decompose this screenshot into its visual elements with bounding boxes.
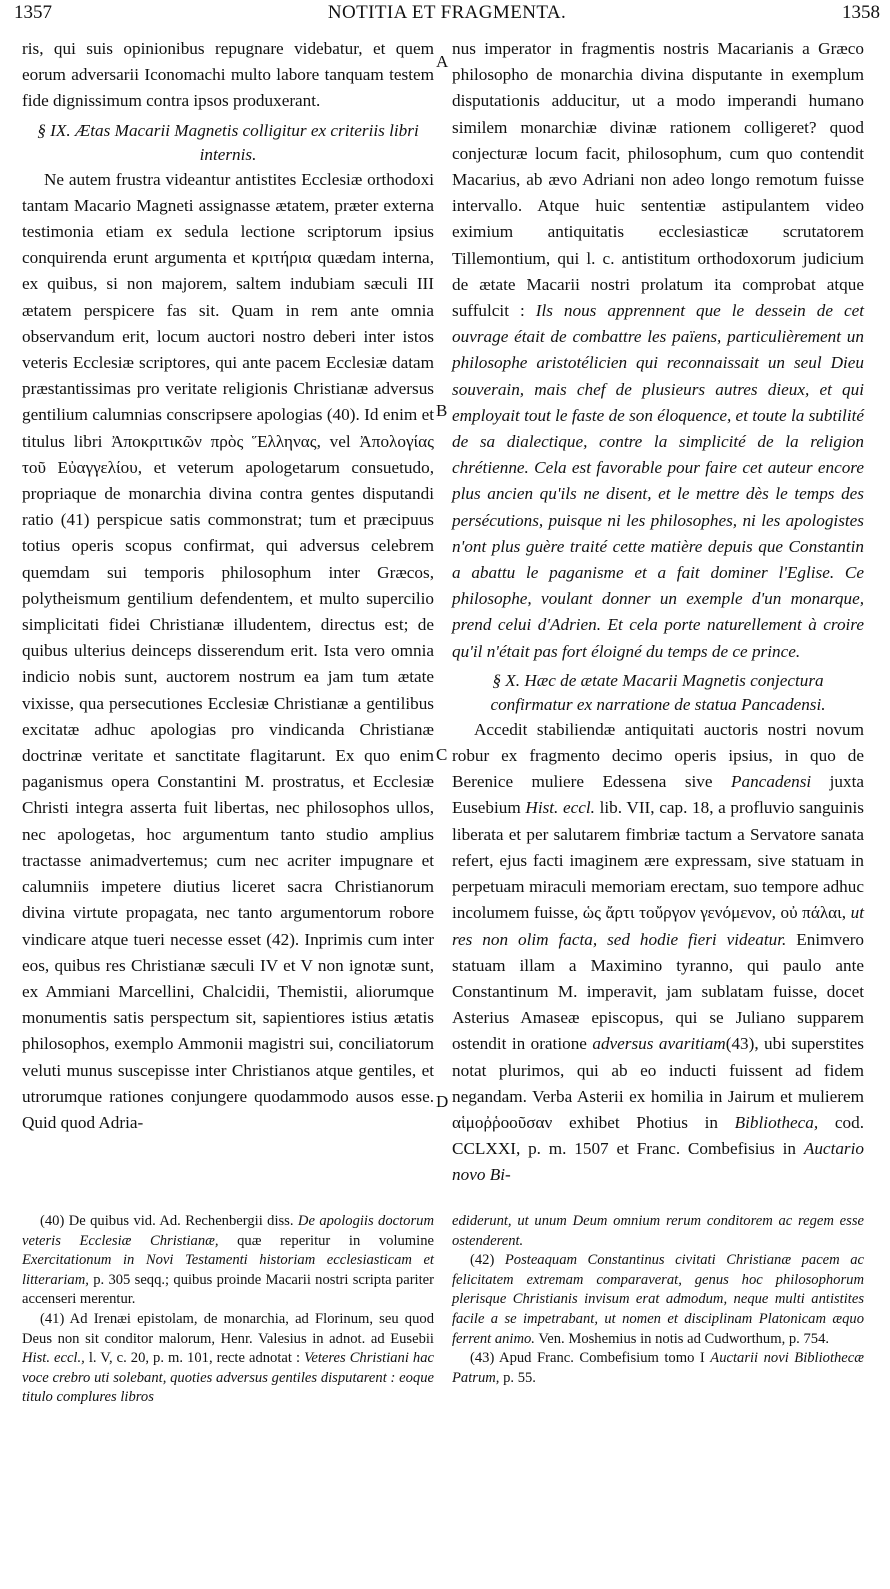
right-column bbox=[452, 36, 864, 1189]
footnotes-right bbox=[452, 1212, 864, 1388]
left-column bbox=[22, 36, 434, 1136]
paragraph: nus imperator in fragmentis nostris Macarianis a Græco philosopho de monarchia divina disputante in exemplum disputationis adducitur, ut a modo imperandi humano similem monarchiæ divinæ rationem colligeret? quod conjecturæ locum facit, philosophum, cum quo contendit Macarius, ab ævo Adriani non adeo longo remotum fuisse intervallo. Atque huic sententiæ astipulantem video eximium antiquitatis ecclesiasticæ scrutatorem Tillemontium, qui l. c. antistitum orthodoxorum judicium de ætate Macarii nostri prolatum ita comprobat atque suffulcit : Ils nous apprennent que le dessein de cet ouvrage était de combattre les païens, particulièrement un philosophe aristotélicien qui reconnaissait un seul Dieu souverain, mais chef de plusieurs autres dieux, et qui employait tout le faste de son éloquence, et toute la subtilité de sa dialectique, contre la simplicité de la religion chrétienne. Cela est favorable pour faire cet auteur encore plus ancien qu'ils ne disent, et le mettre dès le temps des persécutions, puisque ni les philosophes, ni les apologistes n'ont plus guère traité cette matière depuis que Constantin a abattu le paganisme et a fait dominer l'Eglise. Ce philosophe, voulant donner un exemple d'un monarque, prend celui d'Adrien. Et cela porte naturellement à croire qu'il n'était pas fort éloigné du temps de ce prince. bbox=[452, 39, 864, 661]
paragraph: ris, qui suis opinionibus repugnare videbatur, et quem eorum adversarii Iconomachi multo labore tanquam testem fide dignissimum contra ipsos produxerant. bbox=[22, 39, 434, 111]
margin-marker-a: A bbox=[436, 52, 449, 71]
french-quotation: Ils nous apprennent que le dessein de cet ouvrage était de combattre les païens, particulièrement un philosophe aristotélicien qui reconnaissait un seul Dieu souverain, mais chef de plusieurs autres dieux, et qui employait tout le faste de son éloquence, et toute la subtilité de sa dialectique, contre la simplicité de la religion chrétienne. Cela est favorable pour faire cet auteur encore plus ancien qu'ils ne disent, et le mettre dès le temps des persécutions, puisque ni les philosophes, ni les apologistes n'ont plus guère traité cette matière depuis que Constantin a abattu le paganisme et a fait dominer l'Eglise. Ce philosophe, voulant donner un exemple d'un monarque, prend celui d'Adrien. Et cela porte naturellement à croire qu'il n'était pas fort éloigné du temps de ce prince. bbox=[452, 301, 864, 661]
footnote-42: (42) Posteaquam Constantinus civitati Christianæ pacem ac felicitatem extremam comparaverat, genus hoc philosophorum plerisque Christianis invisum erat admodum, neque multi antistites facile a se impetrabant, ut nomen et disciplinam Platonicam æquo ferrent animo. Ven. Moshemius in notis ad Cudworthum, p. 754. bbox=[452, 1252, 864, 1347]
footnotes-left bbox=[22, 1212, 434, 1408]
running-title: NOTITIA ET FRAGMENTA. bbox=[327, 2, 567, 23]
margin-marker-b: B bbox=[436, 401, 448, 420]
margin-marker-d: D bbox=[436, 1092, 449, 1111]
paragraph: Ne autem frustra videantur antistites Ecclesiæ orthodoxi tantam Macario Magneti assignasse ætatem, præter externa testimonia etiam ex sedula lectione scriptorum ipsius conquirenda erunt argumenta et κριτήρια quædam interna, ex quibus, si non majorem, saltem indubiam sæculi III ætatem perspicere fas sit. Quam in rem ante omnia observandum erit, locum auctori nostro deberi inter istos veteris Ecclesiæ scriptores, qui ante pacem Ecclesiæ datam præstantissimas pro veritate religionis Christianæ adversus gentilium calumnias conscripsere apologias (40). Id enim et titulus libri Ἀποκριτικῶν πρὸς Ἕλληνας, vel Ἀπολογίας τοῦ Εὐαγγελίου, et veterum apologetarum consuetudo, propriaque de monarchia divina contra gentes disputandi ratio (41) perspicue satis commonstrat; tum et præcipuus totius operis scopus confirmat, qui adversus celebrem quemdam sui temporis philosophum inter Græcos, polytheismum gentilium defendentem, et multo supercilio simplicitati fidei Christianæ illudentem, directus est; de quibus ulterius deinceps disserendum erit. Ista vero omnia indicio nobis sunt, auctorem nostrum ea jam tum ætate vixisse, qua persecutiones Ecclesiæ Christianæ a gentilibus excitatæ adhuc apologias pro vindicanda Christianæ doctrinæ veritate et sanctitate flagitarunt. Ex quo enim paganismus opera Constantini M. prostratus, et Ecclesiæ Christi integra asserta fuit libertas, nec philosophos ullos, nec apologetas, hoc argumentum tanto studio amplius tractasse animadvertemus; cum nec acriter impugnare et calumniis impetere diutius liceret sacra Christianorum divina virtute propagata, nec tanto argumentorum robore vindicare atque tueri necesse esset (42). Inprimis cum inter eos, quibus res Christianæ sæculi IV et V non ignotæ sunt, ex Ammiani Marcellini, Chalcidii, Themistii, aliorumque monumentis satis perspectum sit, sapientiores istius ætatis philosophos, exemplo Ammonii magistri sui, conciliatorum veluti munus suscepisse inter Christianos atque gentiles, et utrorumque rationes conjungere quodammodo ausos esse. Quid quod Adria- bbox=[22, 169, 434, 1132]
running-header bbox=[14, 2, 880, 28]
footnote-41: (41) Ad Irenæi epistolam, de monarchia, ad Florinum, seu quod Deus non sit conditor malorum, Henr. Valesius in adnot. ad Eusebii Hist. eccl., l. V, c. 20, p. m. 101, recte adnotat : Veteres Christiani hac voce crebro uti solebant, quoties adversus gentiles disputarent : eoque titulo complures libros bbox=[22, 1310, 434, 1406]
section-heading-x: § X. Hæc de ætate Macarii Magnetis conjectura confirmatur ex narratione de statua Pancadensi. bbox=[490, 670, 826, 714]
margin-marker-c: C bbox=[436, 745, 448, 764]
paragraph: Accedit stabiliendæ antiquitati auctoris nostri novum robur ex fragmento decimo operis ipsius, in quo de Berenice muliere Edessena sive Pancadensi juxta Eusebium Hist. eccl. lib. VII, cap. 18, a profluvio sanguinis liberata et per salutarem fimbriæ tactum a Servatore sanata refert, ejus facti imaginem ære expressam, sive statuam in perpetuam miraculi memoriam erectam, suo tempore adhuc incolumem fuisse, ὡς ἄρτι τοὔργον γενόμενον, οὐ πάλαι, ut res non olim facta, sed hodie fieri videatur. Enimvero statuam illam a Maximino tyranno, qui paulo ante Constantinum M. imperavit, jam sublatam fuisse, docet Asterius Amaseæ episcopus, qui se Juliano supparem ostendit in oratione adversus avaritiam(43), ubi superstites notat plurimos, qui ab eo inducti fuissent ad fidem negandam. Verba Asterii ex homilia in Jairum et mulierem αἱμοῤῥοοῦσαν exhibet Photius in Bibliotheca, cod. CCLXXI, p. m. 1507 et Franc. Combefisius in Auctario novo Bi- bbox=[452, 719, 865, 1185]
column-number-right: 1358 bbox=[842, 2, 880, 23]
footnote-41-continued: ediderunt, ut unum Deum omnium rerum conditorem ac regem esse ostenderent. bbox=[452, 1213, 864, 1249]
footnote-40: (40) De quibus vid. Ad. Rechenbergii diss. De apologiis doctorum veteris Ecclesiæ Christianæ, quæ reperitur in volumine Exercitationum in Novi Testamenti historiam ecclesiasticam et litterariam, p. 305 seqq.; quibus proinde Macarii nostri scripta pariter accenseri merentur. bbox=[22, 1213, 435, 1308]
section-heading-ix: § IX. Ætas Macarii Magnetis colligitur ex criteriis libri internis. bbox=[37, 120, 419, 164]
column-number-left: 1357 bbox=[14, 2, 52, 23]
footnote-43: (43) Apud Franc. Combefisium tomo I Auctarii novi Bibliothecæ Patrum, p. 55. bbox=[452, 1350, 864, 1386]
